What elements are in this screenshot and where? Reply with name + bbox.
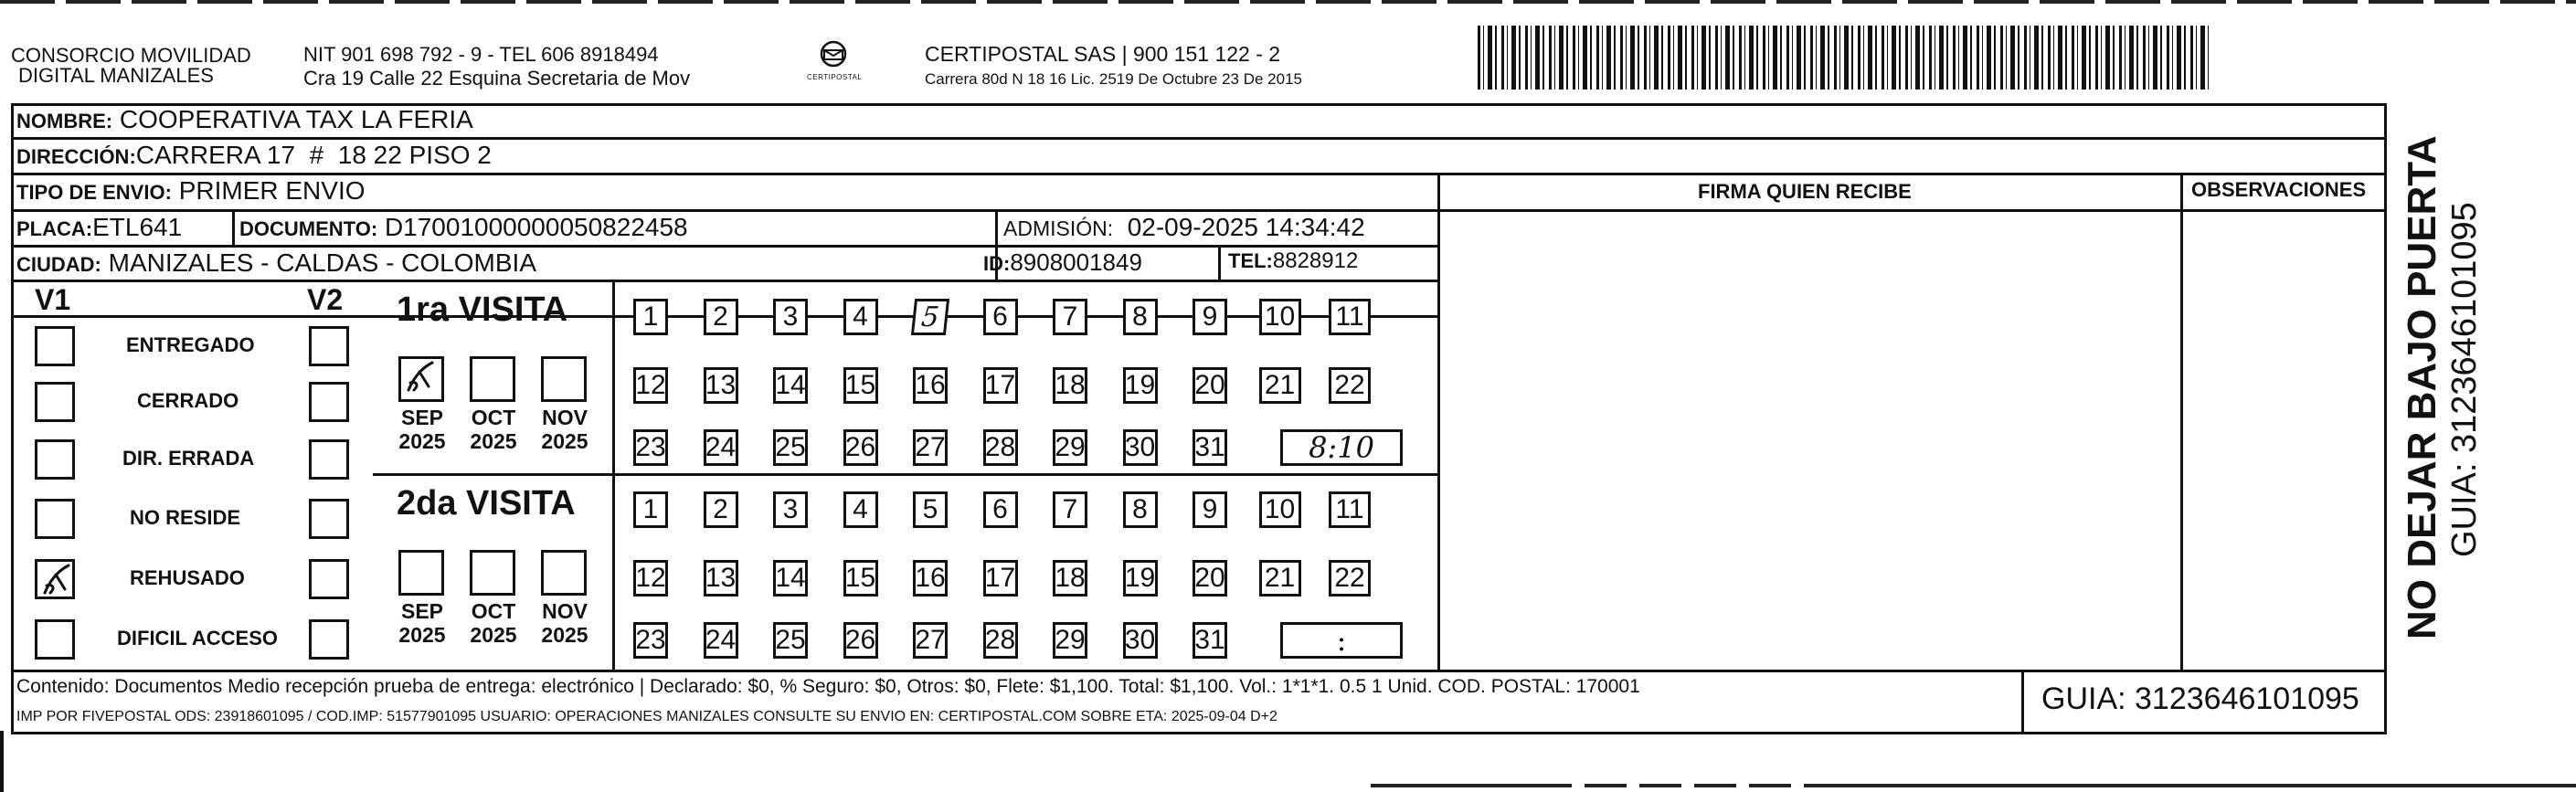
v1-days-day-4[interactable] <box>843 299 878 335</box>
v1-days-day-27[interactable] <box>913 429 948 466</box>
v1-days-day-label: 20 <box>1194 370 1225 400</box>
v1-months-label-2 <box>537 406 592 453</box>
v1-days-day-6[interactable] <box>983 299 1018 335</box>
v1-months-month-2: NOV <box>542 406 588 429</box>
row-line-7 <box>11 670 2387 672</box>
v1-days-day-2[interactable] <box>704 299 738 335</box>
v2-days-day-11[interactable] <box>1329 491 1371 528</box>
v2-months-label-1 <box>466 599 521 647</box>
v1-days-day-9[interactable] <box>1193 299 1227 335</box>
v2-days-day-29[interactable] <box>1053 622 1087 659</box>
v1-days-day-label: 9 <box>1202 301 1218 332</box>
v2-days-day-31[interactable] <box>1193 622 1227 659</box>
v1-days-day-18[interactable] <box>1053 367 1087 404</box>
v2-days-day-label: 17 <box>984 563 1016 593</box>
v1-days-day-label: 4 <box>853 301 868 332</box>
v1-days-day-25[interactable] <box>773 429 808 466</box>
v1-days-day-17[interactable] <box>983 367 1018 404</box>
top-edge-dashes <box>0 0 2576 4</box>
v1-days-day-5[interactable] <box>911 299 949 335</box>
status-label-1: CERRADO <box>137 389 239 412</box>
v2-days-day-label: 25 <box>775 625 806 655</box>
v1-months-year-0: 2025 <box>398 429 446 453</box>
v1-days-time-value: 8:10 <box>1309 430 1374 465</box>
header-courier <box>925 41 1302 92</box>
v1-days-day-label: 24 <box>705 432 737 462</box>
v1-checkbox-4[interactable] <box>35 559 75 599</box>
v2-checkbox-0[interactable] <box>309 326 349 366</box>
v2-days-day-22[interactable] <box>1329 560 1371 597</box>
status-label-5: DIFICIL ACCESO <box>117 627 279 649</box>
v2-days-day-label: 24 <box>705 625 737 655</box>
direccion-row <box>16 141 492 170</box>
id-value: 8908001849 <box>1010 248 1142 276</box>
observaciones-header: OBSERVACIONES <box>2191 178 2367 201</box>
v2-days-day-label: 29 <box>1055 625 1086 655</box>
v2-days-day-27[interactable] <box>913 622 948 659</box>
v1-days-day-label: 14 <box>775 370 806 400</box>
nombre-value: COOPERATIVA TAX LA FERIA <box>119 105 473 133</box>
nombre-row <box>16 105 473 134</box>
v2-days-day-25[interactable] <box>773 622 808 659</box>
v2-months-month-1: OCT <box>471 599 516 623</box>
placa-value: ETL641 <box>92 213 183 241</box>
tipo-label: TIPO DE ENVIO: <box>16 181 172 204</box>
v2-days-day-19[interactable] <box>1123 560 1158 597</box>
v2-months-month-0: SEP <box>400 599 444 623</box>
visit-divider-h <box>373 473 1439 476</box>
v2-days-day-1[interactable] <box>633 491 668 528</box>
v2-days-day-label: 14 <box>775 563 806 593</box>
v2-days-day-label: 31 <box>1194 625 1225 655</box>
row-line-2 <box>11 173 2387 175</box>
col-line-firma <box>1437 173 1440 671</box>
side-guia: GUIA: 3123646101095 <box>2445 202 2484 557</box>
v1-days-day-31[interactable] <box>1193 429 1227 466</box>
row-line-1 <box>11 137 2387 140</box>
left-edge <box>0 731 4 792</box>
v2-days-day-label: 22 <box>1334 563 1365 593</box>
visit2-title: 2da VISITA <box>397 484 576 523</box>
v2-days-day-label: 28 <box>984 625 1016 655</box>
v1-days-day-label: 11 <box>1335 301 1364 332</box>
v2-days-day-26[interactable] <box>843 622 878 659</box>
tipo-value: PRIMER ENVIO <box>178 176 366 205</box>
v2-days-day-7[interactable] <box>1053 491 1087 528</box>
v1-days-day-label: 8 <box>1132 301 1148 332</box>
v2-days-day-21[interactable] <box>1259 560 1301 597</box>
placa-label: PLACA: <box>16 217 93 240</box>
v2-months-box-2[interactable] <box>541 550 587 596</box>
v1-days-day-label: 15 <box>844 370 876 400</box>
v2-days-day-label: 7 <box>1062 494 1078 524</box>
v1-months-box-1[interactable] <box>470 356 515 402</box>
status-label-2: DIR. ERRADA <box>122 447 255 470</box>
v1-days-day-14[interactable] <box>773 367 808 404</box>
side-warning: NO DEJAR BAJO PUERTA <box>2400 135 2444 639</box>
v1-days-day-24[interactable] <box>704 429 738 466</box>
col-line-doc <box>232 209 235 247</box>
status-label-3: NO RESIDE <box>130 506 241 529</box>
v1-days-day-label: 13 <box>705 370 737 400</box>
v1-days-day-20[interactable] <box>1193 367 1227 404</box>
v1-days-day-13[interactable] <box>704 367 738 404</box>
ciudad-value: MANIZALES - CALDAS - COLOMBIA <box>108 248 536 277</box>
header-nit <box>303 43 690 90</box>
v2-months-month-2: NOV <box>542 599 588 623</box>
direccion-label: DIRECCIÓN: <box>16 145 136 168</box>
v1-days-day-label: 29 <box>1055 432 1086 462</box>
v2-days-day-15[interactable] <box>843 560 878 597</box>
row-line-5 <box>11 280 1439 282</box>
v1-days-day-label: 1 <box>642 301 659 332</box>
v1-months-label-0 <box>395 406 450 453</box>
v2-checkbox-5[interactable] <box>309 619 349 660</box>
documento-label: DOCUMENTO: <box>239 217 378 240</box>
barcode <box>1478 26 2209 90</box>
ciudad-label: CIUDAD: <box>16 253 101 276</box>
v2-days-day-8[interactable] <box>1123 491 1158 528</box>
footer-line2: IMP POR FIVEPOSTAL ODS: 23918601095 / COD.IMP: 51577901095 USUARIO: OPERACIONES MANIZALES CONSULTE SU ENVIO EN: CERTIPOSTAL.COM SOBRE ETA: 2025-09-04 D+2 <box>16 709 1277 724</box>
v1-months-box-0[interactable] <box>398 356 444 402</box>
direccion-value: CARRERA 17 # 18 22 PISO 2 <box>135 141 492 169</box>
v2-days-day-label: 9 <box>1202 494 1218 524</box>
bottom-edge-line <box>1371 784 2576 787</box>
v1-days-day-26[interactable] <box>843 429 878 466</box>
v2-days-time-value: : <box>1336 623 1347 658</box>
v1-days-day-label: 23 <box>635 432 666 462</box>
v1-days-day-29[interactable] <box>1053 429 1087 466</box>
documento-value: D17001000000050822458 <box>384 213 688 241</box>
v1-days-day-label: 21 <box>1264 370 1296 400</box>
v2-days-day-30[interactable] <box>1123 622 1158 659</box>
v1-days-day-8[interactable] <box>1123 299 1158 335</box>
v2-days-day-label: 12 <box>635 563 666 593</box>
v2-days-day-16[interactable] <box>913 560 948 597</box>
v2-days-day-label: 19 <box>1124 563 1156 593</box>
bottom-edge-dashes <box>1572 784 1846 787</box>
v1-days-day-10[interactable] <box>1259 299 1301 335</box>
v2-days-day-label: 30 <box>1124 625 1156 655</box>
v1-days-day-label: 10 <box>1264 301 1296 332</box>
v1-days-day-label: 18 <box>1055 370 1086 400</box>
v2-days-day-label: 15 <box>844 563 876 593</box>
v1-days-day-label: 19 <box>1124 370 1156 400</box>
v1-days-day-3[interactable] <box>773 299 808 335</box>
tel-row <box>1228 248 1358 274</box>
v2-days-day-label: 23 <box>635 625 666 655</box>
company-line1: CONSORCIO MOVILIDAD <box>11 44 251 67</box>
v1-checkbox-1[interactable] <box>35 382 75 422</box>
admision-row <box>1003 213 1365 242</box>
v2-days-day-4[interactable] <box>843 491 878 528</box>
handwritten-mark-icon <box>37 562 74 598</box>
v2-days-day-label: 8 <box>1132 494 1148 524</box>
v1-days-day-label: 25 <box>775 432 806 462</box>
v2-days-day-label: 18 <box>1055 563 1086 593</box>
tel-value: 8828912 <box>1272 248 1359 273</box>
v1-days-day-label: 7 <box>1062 301 1078 332</box>
v1-days-day-19[interactable] <box>1123 367 1158 404</box>
v1-checkbox-2[interactable] <box>35 439 75 480</box>
v2-days-time-box[interactable] <box>1280 622 1403 659</box>
v2-days-day-label: 11 <box>1335 494 1364 524</box>
v1-days-day-label: 27 <box>915 432 946 462</box>
tipo-row <box>16 176 366 206</box>
v1-days-day-label: 17 <box>984 370 1016 400</box>
row-line-3 <box>11 209 2387 212</box>
v1-days-day-label: 31 <box>1194 432 1225 462</box>
nit-line2: Cra 19 Calle 22 Esquina Secretaria de Mov <box>303 67 691 90</box>
v2-days-day-5[interactable] <box>913 491 948 528</box>
v2-days-day-3[interactable] <box>773 491 808 528</box>
v1-days-day-1[interactable] <box>633 299 668 335</box>
v2-header: V2 <box>307 283 344 316</box>
row-line-4 <box>11 245 1439 248</box>
v1-days-day-16[interactable] <box>913 367 948 404</box>
col-line-tel <box>1218 245 1221 282</box>
v2-days-day-17[interactable] <box>983 560 1018 597</box>
certipostal-logo <box>807 38 863 88</box>
v2-days-day-13[interactable] <box>704 560 738 597</box>
v1-days-day-label: 22 <box>1334 370 1365 400</box>
v2-days-day-label: 13 <box>705 563 737 593</box>
v1-days-day-label: 6 <box>992 301 1008 332</box>
header-company <box>11 46 251 86</box>
documento-row <box>239 213 688 242</box>
col-line-obs <box>2180 173 2183 671</box>
v1-days-day-7[interactable] <box>1053 299 1087 335</box>
v1-days-day-12[interactable] <box>633 367 668 404</box>
v2-days-day-label: 2 <box>713 494 728 524</box>
v1-days-day-label: 30 <box>1124 432 1156 462</box>
id-row <box>983 248 1142 277</box>
v1-days-time-box[interactable] <box>1280 429 1403 466</box>
courier-line2: Carrera 80d N 18 16 Lic. 2519 De Octubre 23 De 2015 <box>925 70 1302 88</box>
v2-days-day-23[interactable] <box>633 622 668 659</box>
col-line-guia <box>2021 670 2024 734</box>
v1-days-day-22[interactable] <box>1329 367 1371 404</box>
v2-checkbox-2[interactable] <box>309 439 349 480</box>
v2-months-label-2 <box>537 599 592 647</box>
v1-header: V1 <box>35 283 71 316</box>
company-line2: DIGITAL MANIZALES <box>18 64 214 87</box>
v1-days-day-23[interactable] <box>633 429 668 466</box>
v2-days-day-18[interactable] <box>1053 560 1087 597</box>
v2-days-day-label: 5 <box>922 494 938 524</box>
v2-days-day-20[interactable] <box>1193 560 1227 597</box>
v1-days-day-label: 26 <box>844 432 876 462</box>
v2-days-day-6[interactable] <box>983 491 1018 528</box>
v2-checkbox-4[interactable] <box>309 559 349 599</box>
v1-days-day-label: 28 <box>984 432 1016 462</box>
v2-days-day-label: 21 <box>1264 563 1296 593</box>
firma-header: FIRMA QUIEN RECIBE <box>1698 180 1912 203</box>
v1-days-day-21[interactable] <box>1259 367 1301 404</box>
v2-days-day-label: 4 <box>853 494 868 524</box>
handwritten-mark-icon <box>401 359 438 396</box>
v2-days-day-label: 16 <box>915 563 946 593</box>
nombre-label: NOMBRE: <box>16 110 113 132</box>
v2-days-day-28[interactable] <box>983 622 1018 659</box>
placa-row <box>16 213 182 242</box>
ciudad-row <box>16 248 536 278</box>
footer-guia: GUIA: 3123646101095 <box>2041 681 2359 716</box>
admision-value: 02-09-2025 14:34:42 <box>1127 213 1365 241</box>
v2-days-day-label: 20 <box>1194 563 1225 593</box>
v2-days-day-label: 6 <box>992 494 1008 524</box>
v1-days-day-label: 5 <box>919 301 941 333</box>
tel-label: TEL: <box>1228 249 1273 272</box>
v1-days-day-label: 16 <box>915 370 946 400</box>
v1-months-box-2[interactable] <box>541 356 587 402</box>
v1-checkbox-3[interactable] <box>35 499 75 539</box>
v1-months-month-0: SEP <box>400 406 444 429</box>
v2-days-day-24[interactable] <box>704 622 738 659</box>
v2-months-label-0 <box>395 599 450 647</box>
v2-days-day-label: 3 <box>782 494 799 524</box>
side-text <box>2394 128 2486 639</box>
v2-months-box-0[interactable] <box>398 550 444 596</box>
v1-checkbox-0[interactable] <box>35 326 75 366</box>
v2-checkbox-3[interactable] <box>309 499 349 539</box>
v1-days-day-15[interactable] <box>843 367 878 404</box>
v1-days-day-label: 12 <box>635 370 666 400</box>
v1-days-day-28[interactable] <box>983 429 1018 466</box>
v1-months-year-2: 2025 <box>541 429 588 453</box>
v2-days-day-2[interactable] <box>704 491 738 528</box>
v2-days-day-label: 10 <box>1264 494 1296 524</box>
v2-months-year-0: 2025 <box>398 623 446 647</box>
v2-checkbox-1[interactable] <box>309 382 349 422</box>
admision-label: ADMISIÓN: <box>1003 216 1114 240</box>
v2-months-box-1[interactable] <box>470 550 515 596</box>
v2-months-year-1: 2025 <box>470 623 517 647</box>
visit1-title: 1ra VISITA <box>397 290 568 329</box>
nit-line1: NIT 901 698 792 - 9 - TEL 606 8918494 <box>303 43 659 66</box>
footer-line1: Contenido: Documentos Medio recepción prueba de entrega: electrónico | Declarado: $0, % Seguro: $0, Otros: $0, Flete: $1,100. Total: $1,100. Vol.: 1*1*1. 0.5 1 Unid. COD. POSTAL: 170001 <box>16 676 1640 697</box>
v1-days-day-30[interactable] <box>1123 429 1158 466</box>
v2-days-day-label: 27 <box>915 625 946 655</box>
v1-days-day-label: 2 <box>713 301 728 332</box>
status-label-4: REHUSADO <box>130 566 245 589</box>
v1-checkbox-5[interactable] <box>35 619 75 660</box>
v2-days-day-label: 1 <box>642 494 659 524</box>
v1-days-day-label: 3 <box>782 301 799 332</box>
v2-days-day-14[interactable] <box>773 560 808 597</box>
v2-days-day-12[interactable] <box>633 560 668 597</box>
courier-line1: CERTIPOSTAL SAS | 900 151 122 - 2 <box>925 42 1281 66</box>
v1-days-day-11[interactable] <box>1329 299 1371 335</box>
v2-days-day-label: 26 <box>844 625 876 655</box>
v1-months-year-1: 2025 <box>470 429 517 453</box>
v2-days-day-9[interactable] <box>1193 491 1227 528</box>
v2-months-year-2: 2025 <box>541 623 588 647</box>
v2-days-day-10[interactable] <box>1259 491 1301 528</box>
status-label-0: ENTREGADO <box>126 333 255 356</box>
v1-months-month-1: OCT <box>471 406 516 429</box>
id-label: ID: <box>983 252 1011 275</box>
v1-months-label-1 <box>466 406 521 453</box>
logo-text: CERTIPOSTAL <box>807 73 863 81</box>
